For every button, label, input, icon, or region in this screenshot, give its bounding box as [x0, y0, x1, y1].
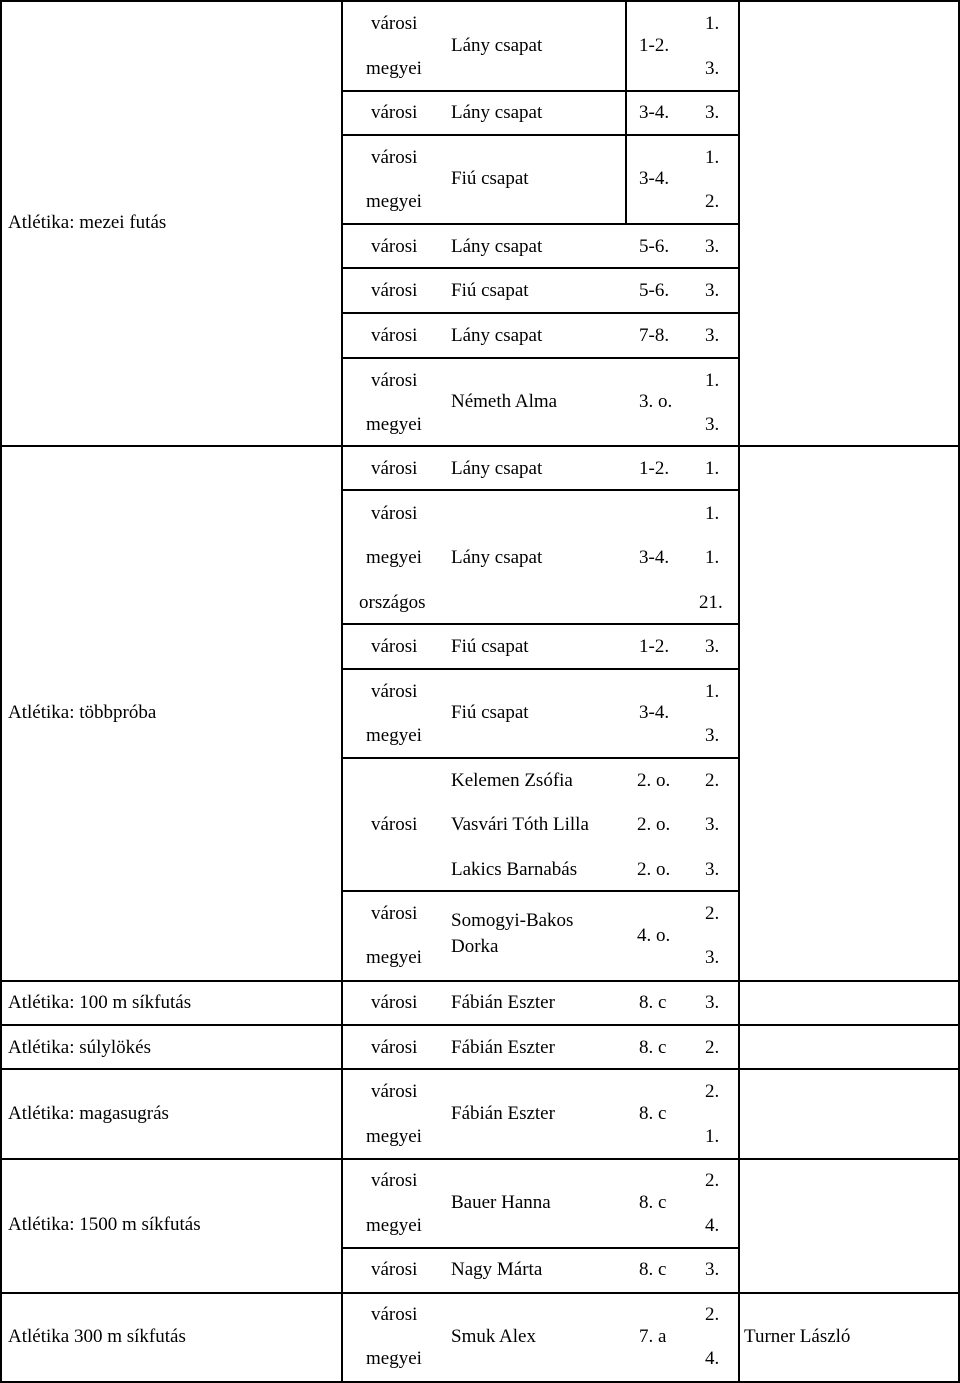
place-cell: 3.: [705, 992, 720, 1013]
name-cell: Fábián Eszter: [451, 1037, 555, 1058]
level-cell: megyei: [366, 1126, 422, 1147]
name-cell: Lány csapat: [451, 325, 543, 346]
class-cell: 7. a: [639, 1326, 667, 1347]
name-cell: Fábián Eszter: [451, 992, 555, 1013]
event-label: Atlétika: 1500 m síkfutás: [8, 1214, 201, 1235]
level-cell: megyei: [366, 947, 422, 968]
row-divider: [341, 90, 740, 92]
name-cell: Bauer Hanna: [451, 1192, 551, 1213]
name-cell: Fiú csapat: [451, 702, 529, 723]
place-cell: 1.: [705, 547, 720, 568]
class-cell: 8. c: [639, 1259, 667, 1280]
class-cell: 7-8.: [639, 325, 670, 346]
row-divider: [341, 357, 740, 359]
level-cell: városi: [371, 903, 418, 924]
level-cell: városi: [371, 236, 418, 257]
row-divider: [341, 489, 740, 491]
name-cell: Lány csapat: [451, 458, 543, 479]
level-cell: megyei: [366, 191, 422, 212]
name-cell: Lány csapat: [451, 35, 543, 56]
level-cell: országos: [359, 592, 426, 613]
class-cell: 8. c: [639, 992, 667, 1013]
name-cell: Kelemen Zsófia: [451, 770, 573, 791]
place-cell: 4.: [705, 1348, 720, 1369]
place-cell: 1.: [705, 13, 720, 34]
class-cell: 3-4.: [639, 102, 670, 123]
level-cell: megyei: [366, 1215, 422, 1236]
row-divider: [0, 1158, 960, 1160]
place-cell: 3.: [705, 947, 720, 968]
row-divider: [341, 134, 740, 136]
class-cell: 3-4.: [639, 702, 670, 723]
place-cell: 3.: [705, 414, 720, 435]
class-cell: 4. o.: [637, 925, 671, 946]
level-cell: városi: [371, 1170, 418, 1191]
name-cell: Lány csapat: [451, 236, 543, 257]
class-cell: 8. c: [639, 1192, 667, 1213]
place-cell: 3.: [705, 236, 720, 257]
event-label: Atlétika 300 m síkfutás: [8, 1326, 186, 1347]
level-cell: városi: [371, 370, 418, 391]
place-cell: 3.: [705, 725, 720, 746]
name-cell: Németh Alma: [451, 391, 558, 412]
place-cell: 3.: [705, 1259, 720, 1280]
place-cell: 2.: [705, 1170, 720, 1191]
name-cell: Lakics Barnabás: [451, 859, 578, 880]
level-cell: városi: [371, 1037, 418, 1058]
name-cell: Nagy Márta: [451, 1259, 543, 1280]
row-divider: [341, 668, 740, 670]
place-cell: 3.: [705, 814, 720, 835]
level-cell: megyei: [366, 725, 422, 746]
class-cell: 1-2.: [639, 636, 670, 657]
row-divider: [341, 267, 740, 269]
level-cell: városi: [371, 814, 418, 835]
name-cell: Fiú csapat: [451, 168, 529, 189]
name-cell: Smuk Alex: [451, 1326, 536, 1347]
event-label: Atlétika: súlylökés: [8, 1037, 152, 1058]
row-divider: [0, 1024, 960, 1026]
place-cell: 21.: [699, 592, 723, 613]
level-cell: városi: [371, 1081, 418, 1102]
class-cell: 1-2.: [639, 458, 670, 479]
place-cell: 3.: [705, 325, 720, 346]
level-cell: megyei: [366, 1348, 422, 1369]
name-cell: Lány csapat: [451, 102, 543, 123]
place-cell: 2.: [705, 1037, 720, 1058]
place-cell: 4.: [705, 1215, 720, 1236]
level-cell: megyei: [366, 414, 422, 435]
row-divider: [341, 223, 740, 225]
level-cell: megyei: [366, 547, 422, 568]
name-cell: Fiú csapat: [451, 636, 529, 657]
row-divider: [0, 0, 960, 2]
level-cell: városi: [371, 280, 418, 301]
event-label: Atlétika: mezei futás: [8, 212, 167, 233]
row-divider: [0, 1292, 960, 1294]
row-divider: [341, 312, 740, 314]
place-cell: 3.: [705, 636, 720, 657]
level-cell: megyei: [366, 58, 422, 79]
row-divider: [341, 890, 740, 892]
column-divider: [738, 0, 740, 1383]
name-cell: Vasvári Tóth Lilla: [451, 814, 589, 835]
class-cell: 8. c: [639, 1103, 667, 1124]
class-cell: 5-6.: [639, 280, 670, 301]
event-label: Atlétika: magasugrás: [8, 1103, 169, 1124]
place-cell: 3.: [705, 102, 720, 123]
class-cell: 5-6.: [639, 236, 670, 257]
column-divider: [341, 0, 343, 1383]
row-divider: [0, 445, 960, 447]
place-cell: 2.: [705, 191, 720, 212]
level-cell: városi: [371, 147, 418, 168]
place-cell: 3.: [705, 859, 720, 880]
place-cell: 2.: [705, 1304, 720, 1325]
place-cell: 2.: [705, 903, 720, 924]
table-border-left: [0, 0, 2, 1383]
teacher-cell: Turner László: [744, 1326, 851, 1347]
place-cell: 1.: [705, 370, 720, 391]
place-cell: 3.: [705, 280, 720, 301]
place-cell: 2.: [705, 770, 720, 791]
place-cell: 1.: [705, 681, 720, 702]
level-cell: városi: [371, 102, 418, 123]
level-cell: városi: [371, 992, 418, 1013]
level-cell: városi: [371, 325, 418, 346]
place-cell: 1.: [705, 458, 720, 479]
event-label: Atlétika: 100 m síkfutás: [8, 992, 192, 1013]
name-cell: Fiú csapat: [451, 280, 529, 301]
place-cell: 2.: [705, 1081, 720, 1102]
class-cell: 3-4.: [639, 547, 670, 568]
row-divider: [341, 1247, 740, 1249]
class-cell: 8. c: [639, 1037, 667, 1058]
place-cell: 1.: [705, 147, 720, 168]
level-cell: városi: [371, 1304, 418, 1325]
level-cell: városi: [371, 458, 418, 479]
event-label: Atlétika: többpróba: [8, 702, 157, 723]
place-cell: 1.: [705, 503, 720, 524]
level-cell: városi: [371, 636, 418, 657]
class-cell: 3-4.: [639, 168, 670, 189]
class-cell: 1-2.: [639, 35, 670, 56]
row-divider: [341, 757, 740, 759]
class-cell: 2. o.: [637, 814, 671, 835]
level-cell: városi: [371, 13, 418, 34]
level-cell: városi: [371, 681, 418, 702]
name-cell: Lány csapat: [451, 547, 543, 568]
row-divider: [0, 980, 960, 982]
row-divider: [0, 1068, 960, 1070]
class-cell: 2. o.: [637, 770, 671, 791]
name-cell: Somogyi-Bakos Dorka: [451, 910, 574, 957]
place-cell: 3.: [705, 58, 720, 79]
level-cell: városi: [371, 1259, 418, 1280]
class-cell: 3. o.: [639, 391, 673, 412]
row-divider: [341, 623, 740, 625]
name-cell: Fábián Eszter: [451, 1103, 555, 1124]
class-cell: 2. o.: [637, 859, 671, 880]
level-cell: városi: [371, 503, 418, 524]
place-cell: 1.: [705, 1126, 720, 1147]
column-divider: [625, 0, 627, 223]
